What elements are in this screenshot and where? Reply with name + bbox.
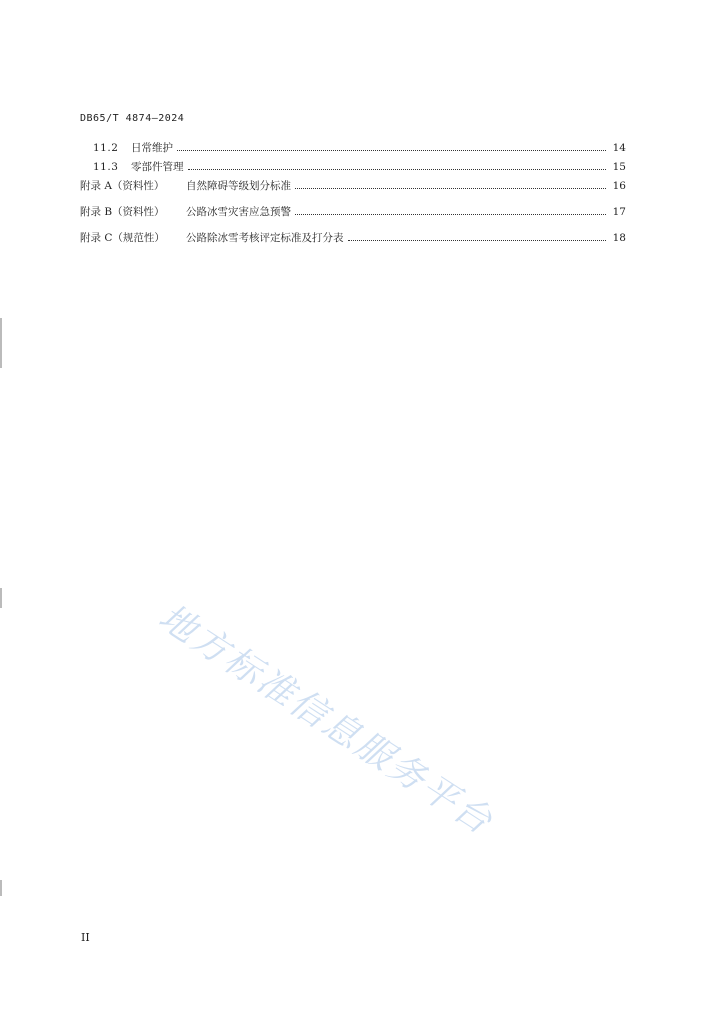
toc-entry-page: 17 — [612, 206, 626, 218]
toc-entry-page: 16 — [612, 180, 626, 192]
toc-entry-number: 11.2 — [93, 142, 119, 154]
dot-leader — [177, 149, 606, 151]
toc-entry-11-3[interactable] — [80, 161, 626, 173]
binding-edge-mark — [0, 588, 2, 608]
toc-entry-appendix-a[interactable] — [80, 180, 626, 192]
toc-entry-appendix-b[interactable] — [80, 206, 626, 218]
toc-entry-number: 11.3 — [93, 161, 119, 173]
dot-leader — [188, 168, 607, 170]
binding-edge-mark — [0, 318, 2, 368]
toc-entry-page: 18 — [612, 232, 626, 244]
toc-entry-title: 零部件管理 — [131, 161, 184, 173]
dot-leader — [348, 239, 607, 241]
toc-entry-title: 公路除冰雪考核评定标准及打分表 — [186, 232, 344, 244]
dot-leader — [295, 213, 606, 215]
toc-entry-page: 14 — [612, 142, 626, 154]
watermark-text: 地方标准信息服务平台 — [151, 596, 501, 844]
toc-entry-title: 自然障碍等级划分标准 — [186, 180, 291, 192]
document-number-header: DB65/T 4874—2024 — [80, 113, 185, 124]
toc-entry-title: 公路冰雪灾害应急预警 — [186, 206, 291, 218]
binding-edge-mark — [0, 880, 2, 896]
dot-leader — [295, 187, 606, 189]
toc-entry-11-2[interactable] — [80, 142, 626, 154]
toc-entry-page: 15 — [612, 161, 626, 173]
toc-entry-title: 日常维护 — [131, 142, 173, 154]
page-number-footer: II — [81, 931, 90, 944]
table-of-contents — [80, 142, 626, 258]
toc-appendix-label: 附录 B（资料性） — [80, 206, 165, 218]
toc-appendix-label: 附录 C（规范性） — [80, 232, 165, 244]
toc-appendix-label: 附录 A（资料性） — [80, 180, 165, 192]
toc-entry-appendix-c[interactable] — [80, 232, 626, 244]
